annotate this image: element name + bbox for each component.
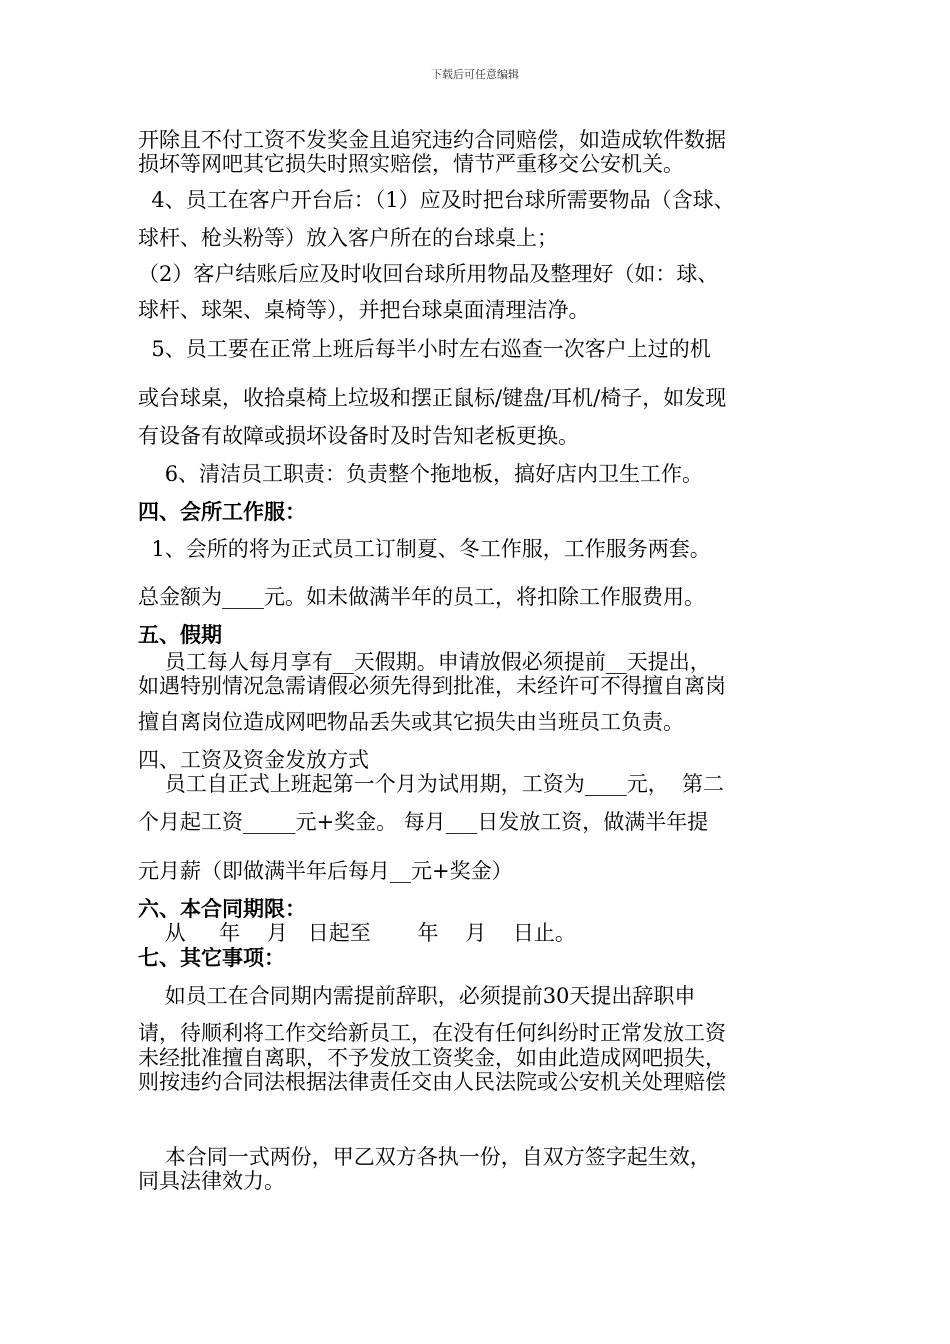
paragraph-line: 5、员工要在正常上班后每半小时左右巡查一次客户上过的机	[138, 337, 711, 361]
paragraph-line: 如遇特别情况急需请假必须先得到批准，未经许可不得擅自离岗	[138, 674, 726, 698]
section-heading: 四、工资及资金发放方式	[138, 748, 369, 772]
paragraph-line: 从 年 月 日起至 年 月 日止。	[138, 921, 576, 945]
page-header: 下载后可任意编辑	[431, 68, 519, 81]
paragraph-line: 擅自离岗位造成网吧物品丢失或其它损失由当班员工负责。	[138, 710, 684, 734]
paragraph-line: 球杆、球架、桌椅等），并把台球桌面清理洁净。	[138, 298, 590, 322]
paragraph-line: 元月薪（即做满半年后每月__元+奖金）	[138, 859, 513, 883]
paragraph-line: 同具法律效力。	[138, 1169, 285, 1193]
paragraph-line: 损坏等网吧其它损失时照实赔偿，情节严重移交公安机关。	[138, 152, 684, 176]
paragraph-line: 如员工在合同期内需提前辞职，必须提前30天提出辞职申	[138, 984, 696, 1008]
section-heading: 六、本合同期限：	[138, 896, 306, 921]
paragraph-line: 则按违约合同法根据法律责任交由人民法院或公安机关处理赔偿	[138, 1070, 726, 1094]
section-heading: 四、会所工作服：	[138, 499, 306, 524]
section-heading: 七、其它事项：	[138, 945, 285, 970]
paragraph-line: 请，待顺利将工作交给新员工，在没有任何纠纷时正常发放工资	[138, 1021, 726, 1045]
paragraph-line: 4、员工在客户开台后：（1）应及时把台球所需要物品（含球、	[138, 188, 735, 212]
paragraph-line: 开除且不付工资不发奖金且追究违约合同赔偿，如造成软件数据	[138, 128, 726, 152]
paragraph-line: 有设备有故障或损坏设备时及时告知老板更换。	[138, 424, 579, 448]
paragraph-line: 或台球桌，收拾桌椅上垃圾和摆正鼠标/键盘/耳机/椅子，如发现	[138, 386, 727, 410]
paragraph-line: （2）客户结账后应及时收回台球所用物品及整理好（如：球、	[138, 262, 719, 286]
paragraph-line: 6、清洁员工职责：负责整个拖地板，搞好店内卫生工作。	[138, 462, 704, 486]
section-heading: 五、假期	[138, 622, 222, 647]
paragraph-line: 1、会所的将为正式员工订制夏、冬工作服，工作服务两套。	[138, 537, 711, 561]
paragraph-line: 球杆、枪头粉等）放入客户所在的台球桌上；	[138, 226, 558, 250]
paragraph-line: 员工自正式上班起第一个月为试用期，工资为____元， 第二	[138, 772, 725, 796]
paragraph-line: 总金额为____元。如未做满半年的员工，将扣除工作服费用。	[138, 585, 705, 609]
paragraph-line: 员工每人每月享有__天假期。申请放假必须提前__天提出，	[138, 650, 711, 674]
paragraph-line: 个月起工资_____元+奖金。 每月___日发放工资，做满半年提	[138, 810, 709, 834]
paragraph-line: 本合同一式两份，甲乙双方各执一份，自双方签字起生效，	[138, 1145, 711, 1169]
paragraph-line: 未经批准擅自离职，不予发放工资奖金，如由此造成网吧损失，	[138, 1046, 726, 1070]
